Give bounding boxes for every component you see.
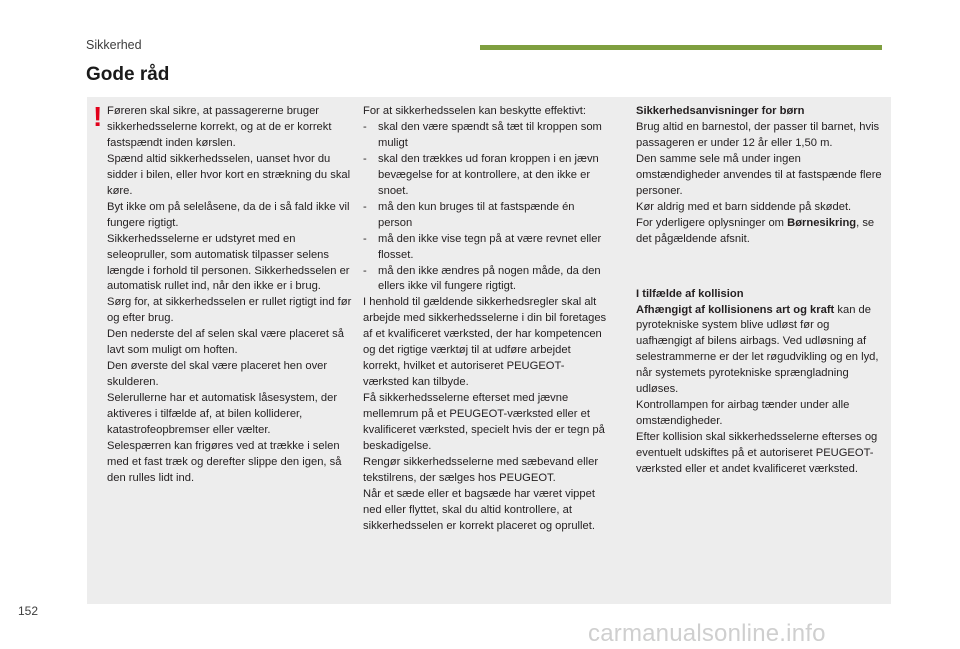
dash-marker: -: [363, 200, 367, 213]
list-item: [363, 232, 609, 264]
paragraph: Byt ikke om på selelåsene, da de i så fald ikke vil fungere rigtigt.: [107, 200, 350, 229]
child-safety-reference: Børnesikring: [787, 216, 857, 229]
paragraph: Selerullerne har et automatisk låsesystem, der aktiveres i tilfælde af, at bilen kolliderer, katastrofeopbremser eller vælter.: [107, 392, 338, 437]
page-number: 152: [18, 604, 39, 618]
collision-lead-text: kan de pyrotekniske system blive udløst før og uafhængigt af bilens airbags. Ved udløsning af selestrammerne er der let røgudvikling og en lyd, når systemets pyrotekniske sprængladning udløses.: [636, 303, 879, 396]
section-label: Sikkerhed: [86, 38, 142, 52]
paragraph: Sørg for, at sikkerhedsselen er rullet rigtigt ind før og efter brug.: [107, 296, 352, 325]
paragraph: Den øverste del skal være placeret hen over skulderen.: [107, 360, 328, 389]
list-item-text: må den ikke ændres på nogen måde, da den ellers ikke vil fungere rigtigt.: [378, 264, 601, 293]
content-panel: [87, 97, 891, 604]
paragraph: Den samme sele må under ingen omstændigheder anvendes til at fastspænde flere personer.: [636, 152, 882, 197]
column-3: [636, 104, 886, 478]
collision-lead-bold: Afhængigt af kollisionens art og kraft: [636, 303, 835, 316]
paragraph: I henhold til gældende sikkerhedsregler skal alt arbejde med sikkerhedsselerne i din bil foretages af et kvalificeret værksted, der har kompetencen og det rigtige værktøj til at udføre arbejdet korrekt, hvilket et autoriseret PEUGEOT-værksted kan tilbyde.: [363, 296, 607, 389]
paragraph: Føreren skal sikre, at passagererne bruger sikkerhedsselerne korrekt, og at de er korrekt fastspændt inden kørslen.: [107, 105, 332, 149]
paragraph: Den nederste del af selen skal være placeret så lavt som muligt om hoften.: [107, 328, 344, 357]
children-heading: Sikkerhedsanvisninger for børn: [636, 105, 805, 117]
list-item-text: må den ikke vise tegn på at være revnet eller flosset.: [378, 232, 602, 261]
list-item: [363, 152, 609, 200]
watermark: carmanualsonline.info: [588, 620, 826, 647]
column-2: [363, 104, 609, 535]
collision-heading: I tilfælde af kollision: [636, 287, 744, 300]
warning-exclamation-icon: !: [93, 101, 103, 132]
list-item-text: må den kun bruges til at fastspænde én person: [378, 200, 575, 229]
dash-marker: -: [363, 120, 367, 133]
list-intro: For at sikkerhedsselen kan beskytte effektivt:: [363, 105, 587, 117]
paragraph: Når et sæde eller et bagsæde har været vippet ned eller flyttet, skal du altid kontrollere, at sikkerhedsselen er korrekt placeret og oprullet.: [363, 487, 595, 532]
list-item: [363, 120, 609, 152]
list-item-text: skal den være spændt så tæt til kroppen som muligt: [378, 120, 602, 149]
spacer: [636, 248, 886, 287]
paragraph: Sikkerhedsselerne er udstyret med en seleopruller, som automatisk tilpasser selens længde i forhold til personen. Sikkerhedsselen er automatisk rullet ind, når den ikke er i brug.: [107, 232, 350, 293]
list-item: [363, 264, 609, 296]
dash-marker: -: [363, 264, 367, 277]
more-info-text: , se det pågældende afsnit.: [636, 216, 875, 245]
paragraph: Rengør sikkerhedsselerne med sæbevand eller tekstilrens, der sælges hos PEUGEOT.: [363, 455, 599, 484]
collision-lead-paragraph: [636, 303, 886, 399]
paragraph: Efter kollision skal sikkerhedsselerne efterses og eventuelt udskiftes på et autoriseret PEUGEOT-værksted eller et andet kvalificeret værksted.: [636, 431, 878, 476]
paragraph: Brug altid en barnestol, der passer til barnet, hvis passageren er under 12 år eller 1,50 m.: [636, 120, 880, 149]
requirements-list: [363, 120, 609, 295]
paragraph: Få sikkerhedsselerne efterset med jævne mellemrum på et PEUGEOT-værksted eller et kvalificeret værksted, specielt hvis der er tegn på beskadigelse.: [363, 392, 605, 453]
paragraph: Spænd altid sikkerhedsselen, uanset hvor du sidder i bilen, eller hvor kort en strækning du skal køre.: [107, 152, 351, 197]
more-info-text: For yderligere oplysninger om: [636, 216, 788, 229]
page-title: Gode råd: [86, 64, 170, 85]
more-info-paragraph: [636, 216, 886, 248]
column-1: [107, 104, 353, 487]
list-item-text: skal den trækkes ud foran kroppen i en jævn bevægelse for at kontrollere, at den ikke er snoet.: [378, 152, 599, 197]
dash-marker: -: [363, 232, 367, 245]
section-bar: [480, 45, 882, 50]
list-item: [363, 200, 609, 232]
paragraph: Kontrollampen for airbag tænder under alle omstændigheder.: [636, 399, 850, 428]
dash-marker: -: [363, 152, 367, 165]
paragraph: Kør aldrig med et barn siddende på skødet.: [636, 200, 852, 213]
paragraph: Selespærren kan frigøres ved at trække i selen med et fast træk og derefter slippe den igen, så den rulles lidt ind.: [107, 440, 342, 484]
